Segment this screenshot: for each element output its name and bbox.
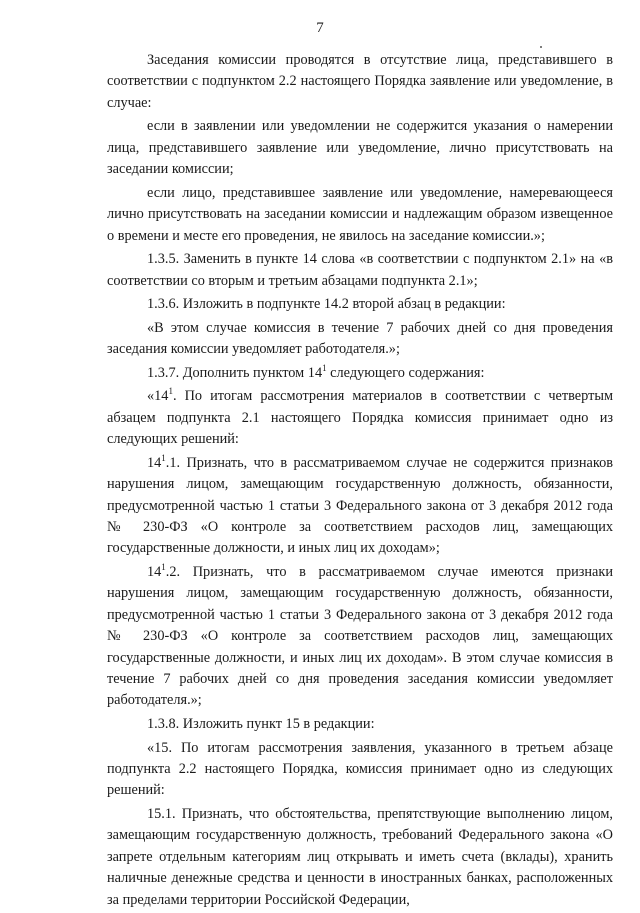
- superscript: 1: [161, 562, 166, 573]
- superscript: 1: [161, 452, 166, 463]
- paragraph-1-3-7: 1.3.7. Дополнить пунктом $14^1$ следующего содержания:: [147, 362, 485, 381]
- paragraph-14-1-2: $14^1.2$. Признать, что в рассматриваемом случае имеются признаки нарушения лицом, замещающим государственную должность, обязанности, предусмотренной частью 1 статьи 3 Федерального закона от 3 декабря 2012 года № 230-ФЗ «О контроле за соответствием расходов лиц, замещающих государственные должности, и иных лиц их доходам». В этом случае комиссия в течение 7 рабочих дней со дня проведения заседания комиссии уведомляет работодателя.»;: [107, 562, 613, 709]
- paragraph-14-1: «$14^1$. По итогам рассмотрения материалов в соответствии с четвертым абзацем подпункта 2.1 настоящего Порядка комиссия принимает одно из следующих решений:: [107, 386, 613, 448]
- paragraph-15-1: 15.1. Признать, что обстоятельства, препятствующие выполнению лицом, замещающим государственную должность, требований Федерального закона «О запрете отдельным категориям лиц открывать и иметь счета (вклады), хранить наличные денежные средства и ценности в иностранных банках, расположенных за пределами территории Российской Федерации,: [107, 806, 613, 908]
- paragraph-1-3-5: 1.3.5. Заменить в пункте 14 слова «в соответствии с подпунктом 2.1» на «в соответствии со вторым и третьим абзацами подпункта 2.1»;: [107, 251, 613, 289]
- paragraph-14-1-1: $14^1.1$. Признать, что в рассматриваемом случае не содержится признаков нарушения лицом, замещающим государственную должность, обязанности, предусмотренной частью 1 статьи 3 Федерального закона от 3 декабря 2012 года № 230-ФЗ «О контроле за соответствием расходов лиц, замещающих государственные должности, и иных лиц их доходам»;: [107, 452, 613, 557]
- paragraph-case-no-show: если лицо, представившее заявление или уведомление, намеревающееся лично присутствовать на заседании комиссии и надлежащим образом извещенное о времени и месте его проведения, не явилось на заседание комиссии.»;: [107, 184, 613, 244]
- paragraph-1-3-8: 1.3.8. Изложить пункт 15 в редакции:: [147, 716, 375, 733]
- superscript: 1: [168, 386, 173, 397]
- page-number: 7: [316, 20, 324, 36]
- paragraph-1-3-6: 1.3.6. Изложить в подпункте 14.2 второй абзац в редакции:: [147, 296, 506, 313]
- paragraph-14-2-text: «В этом случае комиссия в течение 7 рабочих дней со дня проведения заседания комиссии уведомляет работодателя.»;: [107, 319, 613, 358]
- paragraph-case-no-intent: если в заявлении или уведомлении не содержится указания о намерении лица, представившего заявление или уведомление, лично присутствовать на заседании комиссии;: [107, 118, 613, 178]
- scan-speck: [540, 46, 542, 48]
- paragraph-absence-rule: Заседания комиссии проводятся в отсутствие лица, представившего в соответствии с подпунктом 2.2 настоящего Порядка заявление или уведомление, в случае:: [107, 52, 613, 111]
- superscript: 1: [322, 362, 327, 373]
- paragraph-15: «15. По итогам рассмотрения заявления, указанного в третьем абзаце подпункта 2.2 настоящего Порядка, комиссия принимает одно из следующих решений:: [107, 739, 613, 799]
- document-body: [107, 50, 613, 913]
